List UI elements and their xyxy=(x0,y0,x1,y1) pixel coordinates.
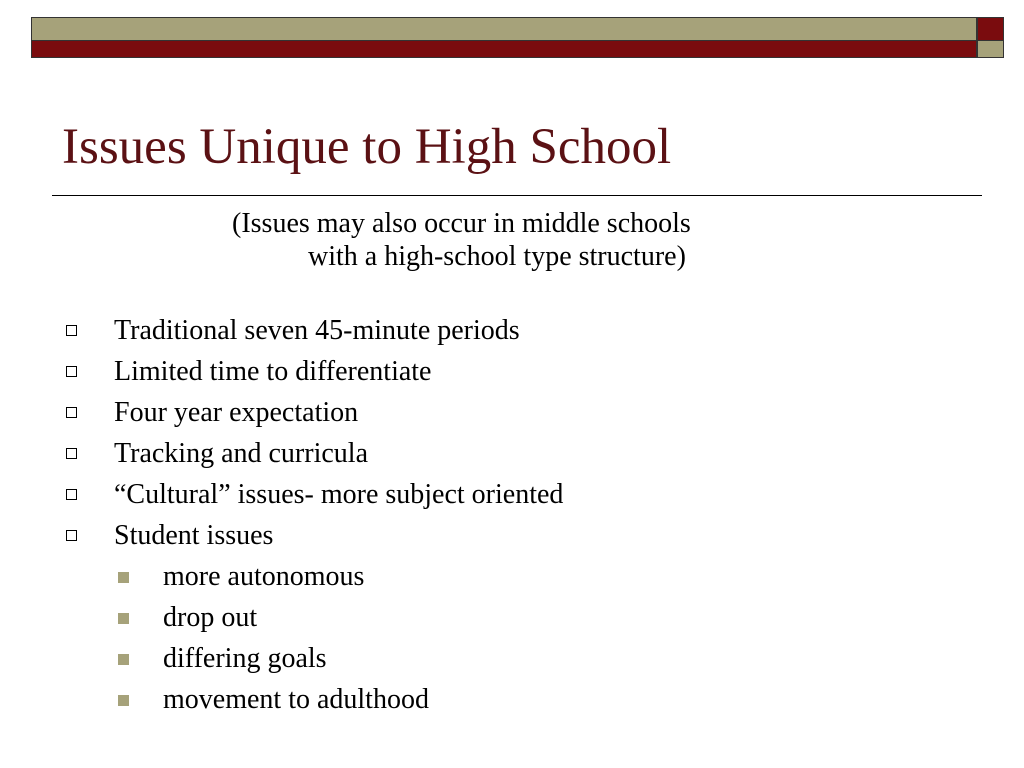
hollow-square-icon xyxy=(66,489,77,500)
subtitle-line-1: (Issues may also occur in middle schools xyxy=(232,208,691,239)
bullet-item xyxy=(0,474,563,515)
sub-bullet-text: more autonomous xyxy=(163,561,365,592)
sub-bullet-item xyxy=(0,638,563,679)
bullet-text: Limited time to differentiate xyxy=(114,356,432,387)
bullet-text: Tracking and curricula xyxy=(114,438,368,469)
hollow-square-icon xyxy=(66,325,77,336)
bullet-item xyxy=(0,310,563,351)
sub-bullet-item xyxy=(0,679,563,720)
maroon-bar xyxy=(31,40,977,58)
sub-bullet-item xyxy=(0,597,563,638)
hollow-square-icon xyxy=(66,448,77,459)
slide-title: Issues Unique to High School xyxy=(62,119,672,175)
sub-bullet-text: drop out xyxy=(163,602,258,633)
olive-square xyxy=(977,40,1004,58)
sub-bullet-text: movement to adulthood xyxy=(163,684,429,715)
bullet-text: Four year expectation xyxy=(114,397,359,428)
filled-square-icon xyxy=(118,695,129,706)
bullet-list xyxy=(0,310,563,720)
bullet-text: Traditional seven 45-minute periods xyxy=(114,315,520,346)
title-divider xyxy=(52,195,982,196)
bullet-text: Student issues xyxy=(114,520,274,551)
bullet-item xyxy=(0,515,563,556)
slide-subtitle xyxy=(232,207,691,273)
filled-square-icon xyxy=(118,572,129,583)
bullet-text: “Cultural” issues- more subject oriented xyxy=(114,479,564,510)
olive-bar xyxy=(31,17,977,41)
maroon-square xyxy=(977,17,1004,41)
bullet-item xyxy=(0,392,563,433)
hollow-square-icon xyxy=(66,407,77,418)
hollow-square-icon xyxy=(66,530,77,541)
hollow-square-icon xyxy=(66,366,77,377)
bullet-item xyxy=(0,351,563,392)
bullet-item xyxy=(0,433,563,474)
subtitle-line-2: with a high-school type structure) xyxy=(308,241,686,272)
sub-bullet-item xyxy=(0,556,563,597)
filled-square-icon xyxy=(118,654,129,665)
filled-square-icon xyxy=(118,613,129,624)
sub-bullet-text: differing goals xyxy=(163,643,327,674)
